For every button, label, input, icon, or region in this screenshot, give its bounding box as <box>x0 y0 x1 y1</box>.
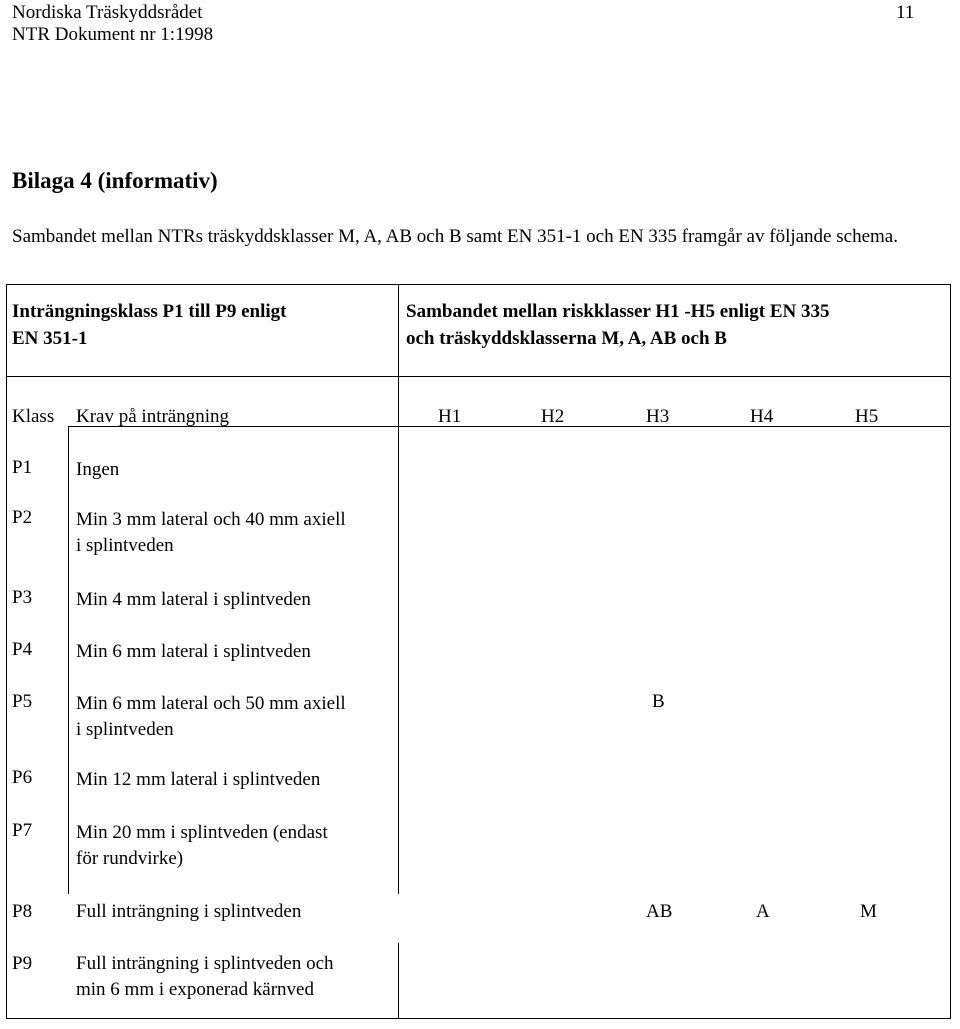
row-p6-krav: Min 12 mm lateral i splintveden <box>76 769 321 790</box>
left-heading-line2: EN 351-1 <box>12 328 88 349</box>
row-p9-klass: P9 <box>12 953 33 974</box>
row-p7-krav-line2: för rundvirke) <box>76 848 184 869</box>
row-p9-krav-line1: Full inträngning i splintveden och <box>76 953 334 974</box>
right-heading-line2: och träskyddsklasserna M, A, AB och B <box>406 328 727 349</box>
class-b-label: B <box>652 691 665 712</box>
col-header-h5: H5 <box>855 406 879 427</box>
row-p5-krav-line2: i splintveden <box>76 719 174 740</box>
col-header-h3: H3 <box>646 406 670 427</box>
right-heading-line1: Sambandet mellan riskklasser H1 -H5 enligt EN 335 <box>406 301 830 322</box>
col-header-h2: H2 <box>541 406 565 427</box>
row-p6-klass: P6 <box>12 767 33 788</box>
row-p3-klass: P3 <box>12 587 33 608</box>
row-p4-krav: Min 6 mm lateral i splintveden <box>76 641 311 662</box>
row-p2-krav-line2: i splintveden <box>76 535 174 556</box>
row-p8-klass: P8 <box>12 901 33 922</box>
p8-class-a: A <box>756 901 770 922</box>
table-column-divider <box>398 284 399 894</box>
col-header-krav: Krav på inträngning <box>76 406 230 427</box>
row-p5-krav-line1: Min 6 mm lateral och 50 mm axiell <box>76 693 346 714</box>
left-heading-line1: Inträngningsklass P1 till P9 enligt <box>12 301 287 322</box>
row-p1-krav: Ingen <box>76 459 120 480</box>
table-header-divider <box>6 376 951 377</box>
col-header-h4: H4 <box>750 406 774 427</box>
p8-class-ab: AB <box>646 901 673 922</box>
row-p2-krav-line1: Min 3 mm lateral och 40 mm axiell <box>76 509 346 530</box>
row-p3-krav: Min 4 mm lateral i splintveden <box>76 589 311 610</box>
page-title: Bilaga 4 (informativ) <box>12 168 218 193</box>
col-header-h1: H1 <box>438 406 462 427</box>
row-p4-klass: P4 <box>12 639 33 660</box>
row-p9-krav-line2: min 6 mm i exponerad kärnved <box>76 979 314 1000</box>
row-p8-krav: Full inträngning i splintveden <box>76 901 302 922</box>
intro-paragraph: Sambandet mellan NTRs träskyddsklasser M, A, AB och B samt EN 351-1 och EN 335 framgår av följande schema. <box>12 226 898 247</box>
table-border-bottom <box>6 1018 951 1019</box>
col-header-klass: Klass <box>12 406 55 427</box>
page-number: 11 <box>896 2 915 23</box>
row-p2-klass: P2 <box>12 507 33 528</box>
table-border-right <box>950 284 951 1019</box>
p8-class-m: M <box>860 901 877 922</box>
row-p7-klass: P7 <box>12 820 33 841</box>
table-border-left <box>6 284 7 1019</box>
row-p5-klass: P5 <box>12 691 33 712</box>
row-p7-krav-line1: Min 20 mm i splintveden (endast <box>76 822 328 843</box>
row-p1-klass: P1 <box>12 457 33 478</box>
klass-column-divider <box>68 426 69 894</box>
header-org: Nordiska Träskyddsrådet <box>12 2 203 23</box>
table-border-top <box>6 284 951 285</box>
header-doc-number: NTR Dokument nr 1:1998 <box>12 24 214 45</box>
table-column-divider-lower <box>398 943 399 1019</box>
